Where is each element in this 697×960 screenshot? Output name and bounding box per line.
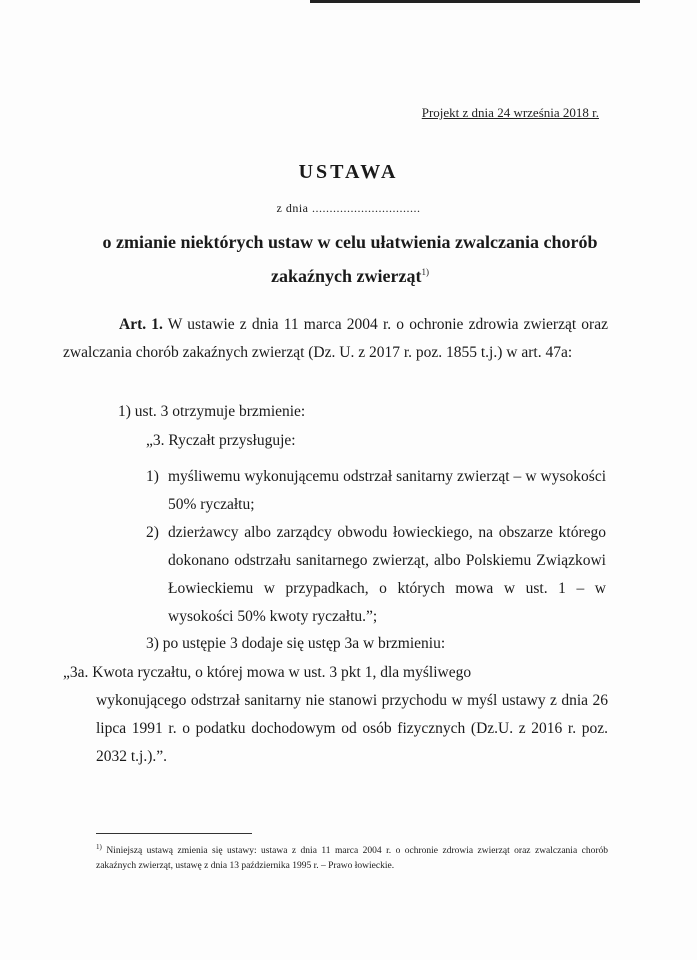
paragraph-3a-body: wykonującego odstrzał sanitarny nie stanowi przychodu w myśl ustawy z dnia 26 lipca 1991 r. o podatku dochodowym od osób fizycznych (Dz.U. z 2016 r. poz. 2032 t.j.).”. [96,692,608,765]
sub-item-1-number: 1) [146,468,159,485]
act-subject [90,227,610,291]
sub-item-2-text: dzierżawcy albo zarządcy obwodu łowieckiego, na obszarze którego dokonano odstrzału sanitarnego zwierząt, albo Polskiemu Związkowi Łowieckiemu w przypadkach, o których mowa w ust. 1 – w wysokości 50% kwoty ryczałtu.”; [168,524,606,625]
point-1: 1) ust. 3 otrzymuje brzmienie: [118,403,306,420]
date-line: z dnia ............................... [276,201,421,215]
sub-item-2 [146,519,606,631]
footnote-divider [96,833,252,834]
quoted-paragraph-3-head: „3. Ryczałt przysługuje: [146,432,296,449]
article-intro-text: W ustawie z dnia 11 marca 2004 r. o ochronie zdrowia zwierząt oraz zwalczania chorób zakaźnych zwierząt (Dz. U. z 2017 r. poz. 1855 t.j.) w art. 47a: [63,316,608,361]
project-date-note: Projekt z dnia 24 września 2018 r. [421,105,599,120]
sub-item-1 [146,463,606,519]
scan-edge-mark [310,0,640,3]
footnote [96,840,608,874]
sub-item-2-number: 2) [146,524,159,541]
point-3: 3) po ustępie 3 dodaje się ustęp 3a w brzmieniu: [146,635,446,652]
article-1-intro [63,311,608,367]
subject-footnote-ref: 1) [421,267,429,277]
article-number: Art. 1. [119,316,163,333]
sub-item-1-text: myśliwemu wykonującemu odstrzał sanitarny zwierząt – w wysokości 50% ryczałtu; [168,468,606,513]
paragraph-3a [63,659,608,771]
footnote-text: Niniejszą ustawą zmienia się ustawy: ustawa z dnia 11 marca 2004 r. o ochronie zdrowia zwierząt oraz zwalczania chorób zakaźnych zwierząt, ustawę z dnia 13 października 1995 r. – Prawo łowieckie. [96,846,609,872]
subject-text: o zmianie niektórych ustaw w celu ułatwienia zwalczania chorób zakaźnych zwierząt [102,232,598,286]
paragraph-3a-lead: „3a. Kwota ryczałtu, o której mowa w ust. 3 pkt 1, dla myśliwego [63,664,472,681]
document-title: USTAWA [298,161,399,183]
footnote-ref: 1) [96,843,102,851]
